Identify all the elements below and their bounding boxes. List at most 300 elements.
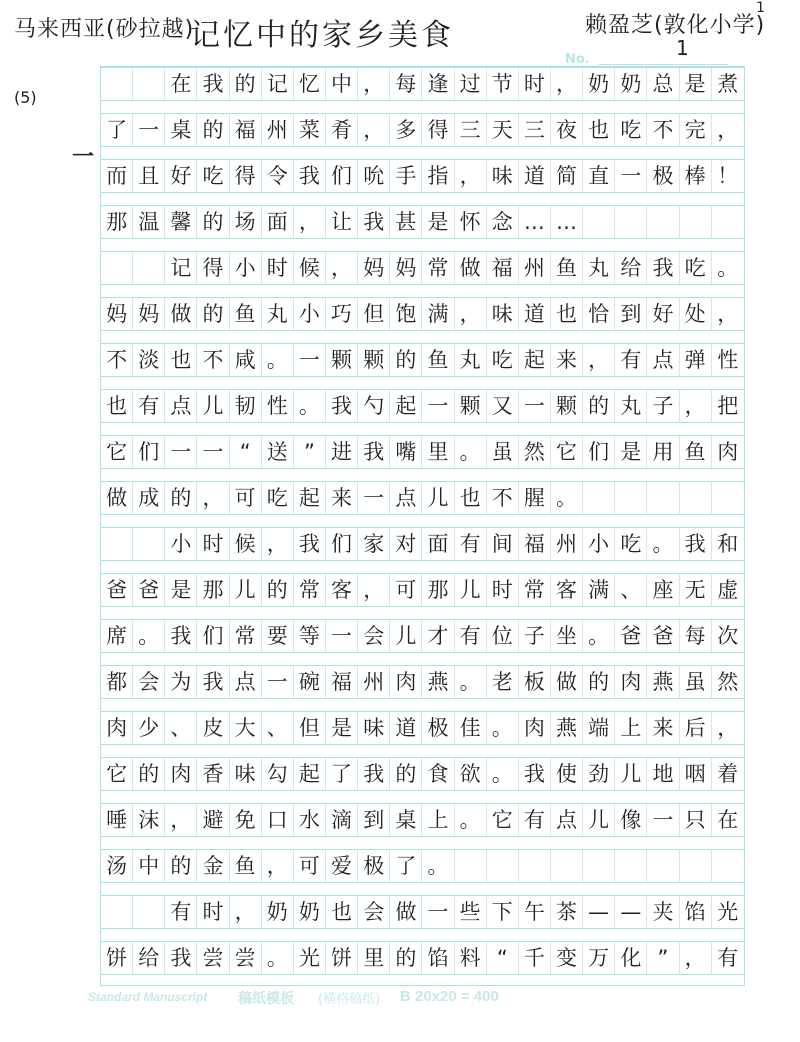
grid-cell: 、 [165, 712, 197, 744]
grid-cell: 口 [262, 804, 294, 836]
grid-cell: 、 [262, 712, 294, 744]
grid-cell: 。 [133, 620, 165, 652]
grid-cell: 尝 [197, 942, 229, 974]
grid-cell: 常 [519, 574, 551, 606]
grid-cell: 了 [326, 758, 358, 790]
grid-cell: 州 [551, 528, 583, 560]
grid-cell [615, 850, 647, 882]
grid-cell: ， [294, 206, 326, 238]
grid-cell: 过 [455, 68, 487, 100]
grid-cell: 地 [647, 758, 679, 790]
grid-cell: 位 [487, 620, 519, 652]
grid-cell: 和 [717, 531, 739, 556]
grid-cell: 的 [390, 942, 422, 974]
grid-cell: 怀 [455, 206, 487, 238]
grid-cell: 面 [422, 528, 454, 560]
grid-cell: 念 [487, 206, 519, 238]
grid-cell: 让 [326, 206, 358, 238]
grid-cell: 一 [133, 114, 165, 146]
grid-cell: 有 [519, 804, 551, 836]
grid-cell: 万 [583, 942, 615, 974]
grid-cell: ， [455, 298, 487, 330]
grid-cell: 我 [519, 758, 551, 790]
grid-cell: 欲 [455, 758, 487, 790]
author-country-label: 马来西亚(砂拉越) [14, 17, 195, 42]
grid-cell [487, 850, 519, 882]
grid-cell: 们 [326, 528, 358, 560]
grid-cell: ， [680, 942, 712, 974]
grid-cell: 们 [326, 160, 358, 192]
grid-cell: 我 [680, 528, 712, 560]
grid-cell: 汤 [101, 850, 133, 882]
grid-cell: 一 [615, 160, 647, 192]
grid-cell: 客 [551, 574, 583, 606]
grid-row [101, 435, 744, 469]
grid-cell: 着 [717, 761, 739, 786]
grid-cell: 虽 [680, 666, 712, 698]
grid-row [101, 803, 744, 837]
grid-cell [101, 68, 133, 100]
grid-cell [101, 896, 133, 928]
grid-cell: 些 [455, 896, 487, 928]
grid-cell: 燕 [647, 666, 679, 698]
grid-cell: 福 [230, 114, 262, 146]
grid-cell [133, 68, 165, 100]
grid-cell: 茶 [551, 896, 583, 928]
grid-cell: ， [717, 301, 739, 326]
grid-cell: 劲 [583, 758, 615, 790]
grid-cell: 的 [165, 482, 197, 514]
grid-cell: 儿 [455, 574, 487, 606]
grid-cell: 我 [197, 666, 229, 698]
grid-cell: 然 [717, 669, 739, 694]
grid-cell: 爸 [615, 620, 647, 652]
grid-cell: 它 [101, 436, 133, 468]
footer-brand: Standard Manuscript [88, 990, 208, 1004]
grid-cell: 巧 [326, 298, 358, 330]
grid-cell: 丸 [615, 390, 647, 422]
grid-cell: 常 [422, 252, 454, 284]
grid-cell: 是 [422, 206, 454, 238]
grid-cell: 饼 [326, 942, 358, 974]
page-number-value: 1 [676, 36, 689, 60]
grid-cell: 它 [487, 804, 519, 836]
grid-cell: 料 [455, 942, 487, 974]
grid-cell: 棒 [680, 160, 712, 192]
grid-cell: 直 [583, 160, 615, 192]
grid-cell: 性 [717, 347, 739, 372]
grid-cell: 点 [165, 390, 197, 422]
grid-cell: 少 [133, 712, 165, 744]
grid-cell: “ [487, 942, 519, 974]
grid-cell: 午 [519, 896, 551, 928]
grid-cell: 我 [165, 620, 197, 652]
grid-cell: 使 [551, 758, 583, 790]
grid-cell: 节 [487, 68, 519, 100]
grid-cell: 起 [294, 758, 326, 790]
grid-cell: 味 [487, 160, 519, 192]
grid-cell: 候 [230, 528, 262, 560]
grid-cell: 不 [487, 482, 519, 514]
grid-cell: 处 [680, 298, 712, 330]
margin-note-score: (5) [14, 88, 37, 107]
grid-cell [101, 252, 133, 284]
grid-cell: 味 [358, 712, 390, 744]
grid-cell: 上 [422, 804, 454, 836]
grid-cell: 做 [165, 298, 197, 330]
grid-cell: 中 [133, 850, 165, 882]
grid-cell: 的 [197, 114, 229, 146]
grid-cell: 夹 [647, 896, 679, 928]
grid-cell: 的 [197, 298, 229, 330]
essay-title: 记忆中的家乡美食 [190, 18, 454, 53]
grid-cell [680, 850, 712, 882]
grid-cell: 做 [390, 896, 422, 928]
grid-cell: 。 [717, 255, 739, 280]
grid-cell: 用 [647, 436, 679, 468]
grid-cell: 奶 [615, 68, 647, 100]
grid-cell [615, 482, 647, 514]
grid-cell: 起 [294, 482, 326, 514]
grid-cell: 唾 [101, 804, 133, 836]
grid-cell: 得 [197, 252, 229, 284]
grid-cell: 次 [717, 623, 739, 648]
grid-cell: 有 [455, 620, 487, 652]
grid-cell: 也 [101, 390, 133, 422]
grid-cell: 皮 [197, 712, 229, 744]
grid-cell: 老 [487, 666, 519, 698]
grid-cell: 要 [262, 620, 294, 652]
grid-cell: 颗 [455, 390, 487, 422]
grid-cell: 肉 [165, 758, 197, 790]
grid-cell: 极 [358, 850, 390, 882]
grid-cell: 香 [197, 758, 229, 790]
grid-cell: 好 [165, 160, 197, 192]
grid-cell: 吃 [680, 252, 712, 284]
grid-cell: 丸 [583, 252, 615, 284]
grid-cell: 记 [262, 68, 294, 100]
grid-cell: 一 [422, 896, 454, 928]
grid-row [101, 849, 744, 883]
grid-cell: 的 [133, 758, 165, 790]
grid-cell: 但 [294, 712, 326, 744]
grid-cell: 嘴 [390, 436, 422, 468]
grid-cell: 不 [647, 114, 679, 146]
grid-cell: 小 [165, 528, 197, 560]
grid-cell: 有 [615, 344, 647, 376]
grid-cell: 吃 [262, 482, 294, 514]
grid-cell: 可 [230, 482, 262, 514]
margin-note-dash: 一 [72, 145, 95, 170]
grid-cell: 的 [390, 758, 422, 790]
grid-cell: 成 [133, 482, 165, 514]
grid-cell: 时 [487, 574, 519, 606]
grid-cell: 我 [165, 942, 197, 974]
grid-cell: 颗 [551, 390, 583, 422]
grid-cell: 的 [230, 68, 262, 100]
grid-cell: 馨 [165, 206, 197, 238]
page-footer [0, 986, 800, 1042]
grid-cell: 吃 [615, 528, 647, 560]
grid-cell: 弹 [680, 344, 712, 376]
grid-cell: 佳 [455, 712, 487, 744]
grid-cell: — [583, 896, 615, 928]
grid-cell: 水 [294, 804, 326, 836]
grid-cell: 道 [519, 160, 551, 192]
grid-cell: 手 [390, 160, 422, 192]
grid-cell: 板 [519, 666, 551, 698]
grid-cell: 席 [101, 620, 133, 652]
grid-cell: 等 [294, 620, 326, 652]
grid-cell: 桌 [165, 114, 197, 146]
grid-cell: 无 [680, 574, 712, 606]
grid-cell: 咸 [230, 344, 262, 376]
grid-cell: 儿 [390, 620, 422, 652]
grid-cell: 做 [551, 666, 583, 698]
grid-cell: 里 [358, 942, 390, 974]
grid-cell: 有 [165, 896, 197, 928]
grid-cell: 是 [680, 68, 712, 100]
grid-cell: 座 [647, 574, 679, 606]
grid-cell: 对 [390, 528, 422, 560]
grid-cell: 妈 [390, 252, 422, 284]
manuscript-grid [100, 66, 745, 986]
corner-mark: 1 [756, 0, 765, 16]
grid-cell: 煮 [717, 71, 739, 96]
grid-cell: 它 [101, 758, 133, 790]
grid-cell: 我 [358, 758, 390, 790]
grid-cell: 。 [487, 758, 519, 790]
grid-cell [133, 252, 165, 284]
grid-cell: 总 [647, 68, 679, 100]
grid-cell: 腥 [519, 482, 551, 514]
grid-cell: 小 [583, 528, 615, 560]
grid-cell: 奶 [294, 896, 326, 928]
grid-cell: 有 [717, 945, 739, 970]
grid-row [101, 297, 744, 331]
grid-cell: 。 [455, 804, 487, 836]
grid-cell: 妈 [358, 252, 390, 284]
grid-cell: 虽 [487, 436, 519, 468]
grid-cell: 温 [133, 206, 165, 238]
grid-cell: 吃 [615, 114, 647, 146]
grid-cell: ” [647, 942, 679, 974]
grid-row [101, 619, 744, 653]
grid-cell: 的 [197, 206, 229, 238]
grid-cell: 也 [583, 114, 615, 146]
grid-cell: 儿 [422, 482, 454, 514]
grid-row [101, 573, 744, 607]
grid-cell: ， [326, 252, 358, 284]
grid-cell [647, 850, 679, 882]
grid-cell: ， [680, 390, 712, 422]
grid-row [101, 67, 744, 101]
grid-cell: 都 [101, 666, 133, 698]
grid-cell: 丸 [455, 344, 487, 376]
grid-cell: 滴 [326, 804, 358, 836]
grid-cell: 燕 [551, 712, 583, 744]
grid-cell: 多 [390, 114, 422, 146]
page-number-label: No. [565, 52, 590, 67]
grid-cell: 令 [262, 160, 294, 192]
grid-cell: 候 [294, 252, 326, 284]
grid-cell: 。 [487, 712, 519, 744]
grid-cell: 点 [647, 344, 679, 376]
grid-cell: 家 [358, 528, 390, 560]
grid-cell: 一 [422, 390, 454, 422]
grid-cell: ， [358, 574, 390, 606]
grid-cell: 时 [197, 896, 229, 928]
grid-cell: 极 [647, 160, 679, 192]
grid-cell: 也 [455, 482, 487, 514]
grid-cell: 一 [294, 344, 326, 376]
grid-cell [712, 206, 744, 238]
grid-cell: 常 [294, 574, 326, 606]
grid-cell [680, 206, 712, 238]
grid-cell: 又 [487, 390, 519, 422]
grid-cell: 指 [422, 160, 454, 192]
grid-cell [712, 482, 744, 514]
grid-cell [551, 850, 583, 882]
grid-cell: 给 [133, 942, 165, 974]
grid-cell: 大 [230, 712, 262, 744]
grid-cell: 会 [358, 620, 390, 652]
grid-cell: 道 [390, 712, 422, 744]
grid-cell: 儿 [230, 574, 262, 606]
grid-cell: 间 [487, 528, 519, 560]
grid-cell: 像 [615, 804, 647, 836]
grid-cell: 。 [422, 850, 454, 882]
grid-cell: 起 [519, 344, 551, 376]
grid-cell: 碗 [294, 666, 326, 698]
grid-cell: 颗 [326, 344, 358, 376]
grid-cell: 。 [262, 344, 294, 376]
grid-cell: 得 [422, 114, 454, 146]
grid-cell [647, 206, 679, 238]
grid-cell: 福 [326, 666, 358, 698]
grid-cell: 也 [165, 344, 197, 376]
grid-cell: 肉 [101, 712, 133, 744]
grid-cell: ， [358, 68, 390, 100]
grid-cell: 我 [294, 160, 326, 192]
grid-cell: … [519, 206, 551, 238]
grid-cell: 味 [487, 298, 519, 330]
grid-cell: 在 [717, 807, 739, 832]
grid-cell: 来 [326, 482, 358, 514]
grid-row [101, 527, 744, 561]
grid-cell: 奶 [262, 896, 294, 928]
grid-cell: 一 [358, 482, 390, 514]
grid-cell: 馅 [680, 896, 712, 928]
grid-cell: 的 [390, 344, 422, 376]
grid-cell: 那 [422, 574, 454, 606]
grid-cell: 颗 [358, 344, 390, 376]
grid-cell: 极 [422, 712, 454, 744]
grid-cell: 时 [519, 68, 551, 100]
grid-cell: 吮 [358, 160, 390, 192]
grid-cell: 吃 [487, 344, 519, 376]
grid-cell: 们 [583, 436, 615, 468]
grid-cell: 一 [326, 620, 358, 652]
grid-cell: 鱼 [551, 252, 583, 284]
grid-cell: 一 [165, 436, 197, 468]
grid-cell: 变 [551, 942, 583, 974]
grid-cell: — [615, 896, 647, 928]
grid-cell: 恰 [583, 298, 615, 330]
grid-cell: ， [551, 68, 583, 100]
grid-cell: 来 [647, 712, 679, 744]
grid-cell: 满 [422, 298, 454, 330]
grid-cell: 咽 [680, 758, 712, 790]
grid-cell: ， [717, 117, 739, 142]
grid-cell: 虚 [717, 577, 739, 602]
grid-cell: 夜 [551, 114, 583, 146]
grid-cell: 可 [294, 850, 326, 882]
grid-cell: ， [197, 482, 229, 514]
grid-cell: 中 [326, 68, 358, 100]
grid-cell: 。 [647, 528, 679, 560]
grid-row [101, 895, 744, 929]
grid-cell: 在 [165, 68, 197, 100]
grid-cell: 我 [647, 252, 679, 284]
grid-cell: 进 [326, 436, 358, 468]
grid-cell: ， [358, 114, 390, 146]
grid-cell: 州 [358, 666, 390, 698]
grid-cell: 然 [519, 436, 551, 468]
grid-cell: 坐 [551, 620, 583, 652]
grid-row [101, 757, 744, 791]
grid-cell: 妈 [133, 298, 165, 330]
grid-cell: 不 [101, 344, 133, 376]
grid-cell: 肉 [519, 712, 551, 744]
grid-cell: ！ [717, 163, 739, 188]
page-header [0, 0, 800, 70]
grid-cell: 爸 [101, 574, 133, 606]
grid-cell: 饼 [101, 942, 133, 974]
grid-cell: 三 [455, 114, 487, 146]
grid-cell: 鱼 [230, 850, 262, 882]
footer-series: 稿纸模板 [238, 991, 294, 1007]
grid-cell: 光 [294, 942, 326, 974]
grid-cell [680, 482, 712, 514]
grid-cell: 会 [358, 896, 390, 928]
grid-cell: 天 [487, 114, 519, 146]
grid-cell: 会 [133, 666, 165, 698]
grid-cell: 。 [455, 666, 487, 698]
grid-cell: 千 [519, 942, 551, 974]
grid-cell: 一 [519, 390, 551, 422]
grid-cell: … [551, 206, 583, 238]
grid-cell: ” [294, 436, 326, 468]
grid-cell [583, 482, 615, 514]
grid-cell: 我 [197, 68, 229, 100]
grid-cell [583, 850, 615, 882]
grid-cell: 我 [358, 436, 390, 468]
grid-cell: 那 [101, 206, 133, 238]
grid-cell: 金 [197, 850, 229, 882]
grid-cell: 起 [390, 390, 422, 422]
grid-cell: 了 [390, 850, 422, 882]
grid-cell: 来 [551, 344, 583, 376]
grid-cell: 燕 [422, 666, 454, 698]
grid-cell: 奶 [583, 68, 615, 100]
grid-cell: 鱼 [230, 298, 262, 330]
grid-cell: 。 [583, 620, 615, 652]
grid-cell: 爸 [647, 620, 679, 652]
grid-cell: 道 [519, 298, 551, 330]
grid-cell: 爱 [326, 850, 358, 882]
grid-cell: 才 [422, 620, 454, 652]
